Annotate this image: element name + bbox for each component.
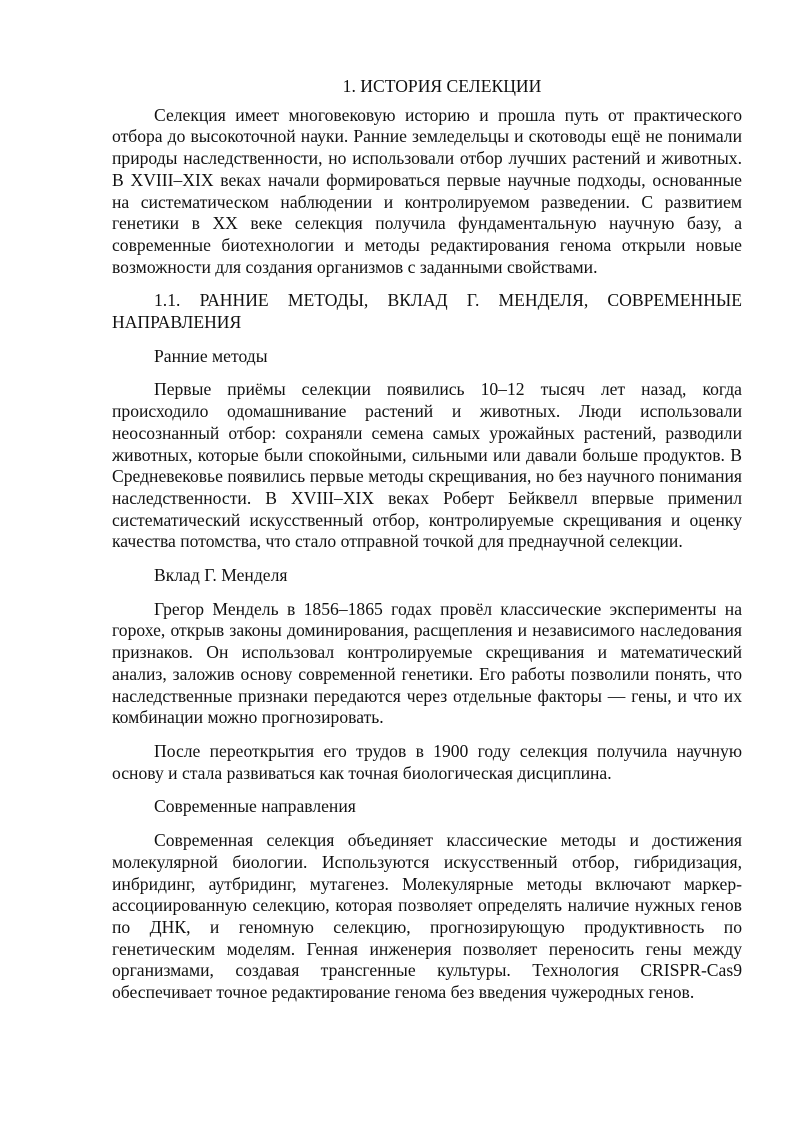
chapter-title: 1. ИСТОРИЯ СЕЛЕКЦИИ [342, 76, 542, 96]
modern-heading: Современные направления [154, 796, 356, 817]
early-methods-heading: Ранние методы [154, 345, 268, 366]
mendel-paragraph-1: Грегор Мендель в 1856–1865 годах провёл классические эксперименты на горохе, открыв законы доминирования, расщепления и независимого наследования признаков. Он использовал контролируемые скрещивания и математический анализ, заложив основу современной генетики. Его работы позволили понять, что наследственные признаки передаются через отдельные факторы — гены, и что их комбинации можно прогнозировать. [112, 598, 742, 728]
section-title: 1.1. РАННИЕ МЕТОДЫ, ВКЛАД Г. МЕНДЕЛЯ, СОВРЕМЕННЫЕ НАПРАВЛЕНИЯ [112, 290, 742, 333]
modern-paragraph: Современная селекция объединяет классические методы и достижения молекулярной биологии. Используются искусственный отбор, гибридизация, инбридинг, аутбридинг, мутагенез. Молекулярные методы включают маркер-ассоциированную селекцию, которая позволяет определять наличие нужных генов по ДНК, и геномную селекцию, прогнозирующую продуктивность по генетическим моделям. Генная инженерия позволяет переносить гены между организмами, создавая трансгенные культуры. Технология CRISPR-Cas9 обеспечивает точное редактирование генома без введения чужеродных генов. [112, 830, 742, 1003]
mendel-paragraph-2: После переоткрытия его трудов в 1900 году селекция получила научную основу и стала развиваться как точная биологическая дисциплина. [112, 740, 742, 783]
document-page [112, 76, 742, 1016]
mendel-heading: Вклад Г. Менделя [154, 565, 288, 586]
early-methods-paragraph: Первые приёмы селекции появились 10–12 тысяч лет назад, когда происходило одомашнивание растений и животных. Люди использовали неосознанный отбор: сохраняли семена самых урожайных растений, разводили животных, которые были спокойными, сильными или давали больше продуктов. В Средневековье появились первые методы скрещивания, но без научного понимания наследственности. В XVIII–XIX веках Роберт Бейквелл впервые применил систематический искусственный отбор, контролируемые скрещивания и оценку качества потомства, что стало отправной точкой для преднаучной селекции. [112, 379, 742, 552]
intro-paragraph: Селекция имеет многовековую историю и прошла путь от практического отбора до высокоточной науки. Ранние земледельцы и скотоводы ещё не понимали природы наследственности, но использовали отбор лучших растений и животных. В XVIII–XIX веках начали формироваться первые научные подходы, основанные на систематическом наблюдении и контролируемом разведении. С развитием генетики в XX веке селекция получила фундаментальную научную базу, а современные биотехнологии и методы редактирования генома открыли новые возможности для создания организмов с заданными свойствами. [112, 104, 742, 277]
